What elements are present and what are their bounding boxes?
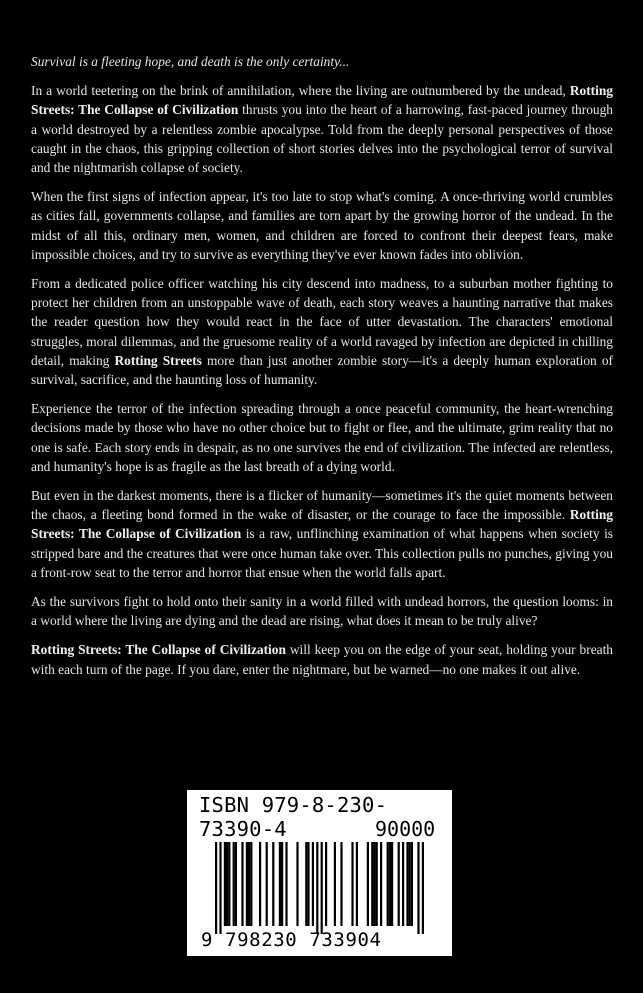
blurb-text	[31, 52, 613, 689]
barcode-bar	[406, 842, 408, 926]
paragraph-text: thrusts you into the heart of a harrowing, fast-paced journey through a world destroyed by a relentless zombie apocalypse. Told from the deeply personal perspectives of those caught in the chaos, this gripping collection of short stories delves into the psychological terror of survival and the nightmarish collapse of society.	[31, 102, 613, 176]
barcode-bar	[398, 842, 400, 926]
barcode-bar	[356, 842, 358, 926]
barcode-bar	[334, 842, 336, 926]
barcode-bar	[279, 842, 281, 926]
barcode-bar	[272, 842, 274, 926]
blurb-paragraph	[31, 640, 613, 678]
barcode-bar	[241, 842, 243, 926]
paragraph-text: In a world teetering on the brink of annihilation, where the living are outnumbered by the undead,	[31, 83, 570, 99]
isbn-barcode	[187, 790, 452, 956]
barcode-bar	[389, 842, 391, 926]
barcode-bar	[340, 842, 342, 926]
paragraph-text: Experience the terror of the infection spreading through a once peaceful community, the heart-wrenching decisions made by those who have no other choice but to fight or flee, and the ultimate, grim reality that no one is safe. Each story ends in despair, as no one survives the end of civilization. The infected are relentless, and humanity's hope is as fragile as the last breath of a dying world.	[31, 401, 613, 474]
book-title-bold: Rotting Streets	[114, 352, 202, 368]
barcode-bar	[409, 842, 411, 926]
paragraph-text: But even in the darkest moments, there is a flicker of humanity—sometimes it's the quiet moments between the chaos, a fleeting bond formed in the wake of disaster, or the courage to face the impossible.	[31, 488, 613, 523]
price-code: 90000	[375, 817, 436, 841]
barcode-bar	[321, 842, 323, 934]
tagline: Survival is a fleeting hope, and death is the only certainty...	[31, 54, 350, 69]
paragraph-text: From a dedicated police officer watching his city descend into madness, to a suburban mother fighting to protect her children from an unstoppable wave of death, each story weaves a haunting narrative that makes the reader question how they would react in the face of utter devastation. The characters' emotional struggles, moral dilemmas, and the gruesome reality of a world ravaged by infection are depicted in chilling detail, making	[31, 276, 613, 368]
paragraph-text: more than just another zombie story—it's a deeply human exploration of survival, sacrifice, and the haunting loss of humanity.	[31, 352, 613, 388]
barcode-bar	[219, 842, 221, 934]
paragraph-text: is a raw, unflinching examination of what happens when society is stripped bare and the creatures that were once human take over. This collection pulls no punches, giving you a front-row seat to the terror and horror that ensue when the world falls apart.	[31, 526, 613, 580]
barcode-bar	[422, 842, 424, 934]
blurb-paragraph	[31, 81, 613, 177]
barcode-bar	[351, 842, 353, 926]
paragraph-text: will keep you on the edge of your seat, holding your breath with each turn of the page. If you dare, enter the nightmare, but be warned—no one makes it out alive.	[31, 642, 613, 677]
barcode-bar	[266, 842, 268, 926]
book-title-bold: Rotting Streets: The Collapse of Civilization	[31, 83, 613, 118]
barcode-bar	[316, 842, 318, 934]
barcode-bar	[224, 842, 226, 926]
blurb-paragraphs	[31, 81, 613, 679]
barcode-bar	[367, 842, 369, 926]
barcode-bar	[380, 842, 382, 926]
barcode-bar	[281, 842, 283, 926]
barcode-bar	[305, 842, 307, 926]
barcode-bar	[307, 842, 309, 926]
blurb-paragraph	[31, 399, 613, 476]
barcode-bar	[250, 842, 252, 926]
book-title-bold: Rotting Streets: The Collapse of Civilization	[31, 507, 613, 542]
barcode-bar	[417, 842, 419, 934]
barcode-bar	[391, 842, 393, 926]
barcode-bar	[411, 842, 413, 926]
barcode-bar	[296, 842, 298, 926]
barcode-bar	[376, 842, 378, 926]
barcode-bar	[215, 842, 217, 934]
book-title-bold: Rotting Streets: The Collapse of Civilization	[31, 642, 286, 658]
blurb-paragraph	[31, 274, 613, 389]
barcode-bar	[228, 842, 230, 926]
barcode-bar	[226, 842, 228, 926]
barcode-bar	[312, 842, 314, 926]
barcode-bar	[246, 842, 248, 926]
barcode-bar	[402, 842, 404, 926]
barcode-bar	[285, 842, 287, 926]
blurb-paragraph	[31, 486, 613, 582]
barcode-bar	[248, 842, 250, 926]
barcode-bar	[325, 842, 327, 926]
blurb-paragraph	[31, 592, 613, 630]
ean-digits: 9 798230 733904	[201, 929, 382, 951]
paragraph-text: As the survivors fight to hold onto their sanity in a world filled with undead horrors, the question looms: in a world where the living are dying and the dead are rising, what does it mean to be truly alive?	[31, 594, 613, 629]
blurb-paragraph	[31, 187, 613, 264]
barcode-bar	[373, 842, 375, 926]
barcode-bar	[371, 842, 373, 926]
isbn-label: ISBN 979-8-230-73390-4	[199, 793, 388, 841]
barcode-bar	[387, 842, 389, 926]
paragraph-text: When the first signs of infection appear, it's too late to stop what's coming. A once-thriving world crumbles as cities fall, governments collapse, and families are torn apart by the growing horror of the undead. In the midst of all this, ordinary men, women, and children are forced to confront their deepest fears, make impossible choices, and try to survive as everything they've ever known fades into oblivion.	[31, 189, 613, 262]
barcode-bar	[259, 842, 261, 926]
barcode-bar	[235, 842, 237, 926]
barcode-bar	[233, 842, 235, 926]
